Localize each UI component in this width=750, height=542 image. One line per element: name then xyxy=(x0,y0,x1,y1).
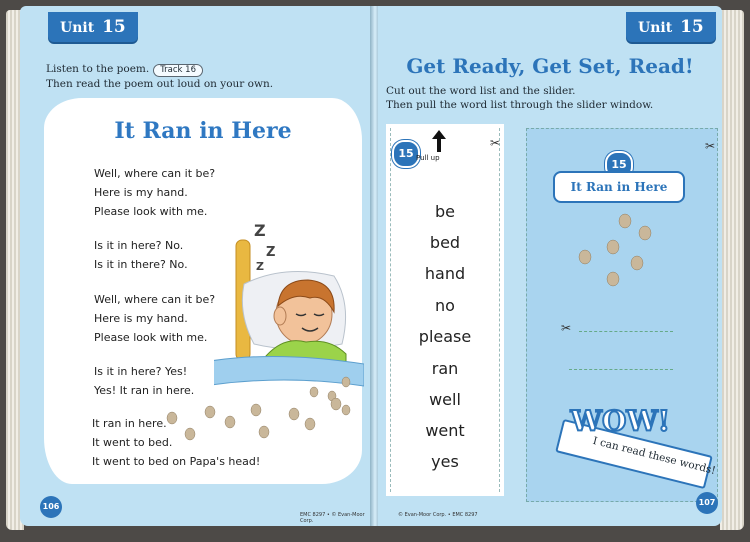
scissors-icon: ✂ xyxy=(705,139,716,153)
scissors-icon: ✂ xyxy=(561,321,572,335)
arrow-up-icon xyxy=(432,130,446,152)
instructions-line2: Then read the poem out loud on your own. xyxy=(46,78,274,90)
poem-line: Please look with me. xyxy=(94,205,208,218)
stanza-3 xyxy=(94,290,215,347)
instructions xyxy=(46,62,273,91)
svg-text:Z: Z xyxy=(266,245,276,260)
wow-text: WOW! xyxy=(570,404,671,438)
cut-line-top xyxy=(579,331,673,332)
cut-line-bottom xyxy=(569,369,673,370)
page-number-right: 107 xyxy=(696,492,718,514)
track-badge: Track 16 xyxy=(153,64,203,77)
paw-prints-icon xyxy=(573,211,663,291)
svg-text:Z: Z xyxy=(256,260,264,273)
poem-line: Yes! It ran in here. xyxy=(94,384,195,397)
right-page xyxy=(378,6,722,526)
activity-title: Get Ready, Get Set, Read! xyxy=(406,54,694,78)
stanza-2 xyxy=(94,236,188,274)
scissors-icon: ✂ xyxy=(490,136,501,150)
word-item: went xyxy=(425,421,465,440)
wow-subtext: I can read these words! xyxy=(591,434,717,478)
unit-tab-right xyxy=(626,12,716,42)
poem-line: Is it in here? No. xyxy=(94,239,184,252)
word-strip xyxy=(386,124,504,496)
poem-line: Well, where can it be? xyxy=(94,167,216,180)
pull-up-label: Pull up xyxy=(416,154,440,162)
poem-line: Is it in there? No. xyxy=(94,258,188,271)
word-item: be xyxy=(435,202,455,221)
poem-line: It went to bed. xyxy=(92,436,173,449)
paw-prints-trail xyxy=(160,398,360,458)
slider-title: It Ran in Here xyxy=(553,171,685,203)
word-item: bed xyxy=(429,233,461,252)
poem-title: It Ran in Here xyxy=(114,118,292,144)
poem-line: It went to bed on Papa's head! xyxy=(92,455,261,468)
word-item: well xyxy=(429,390,461,409)
instructions-line1: Listen to the poem. xyxy=(46,63,150,75)
stanza-1 xyxy=(94,164,215,221)
svg-text:Z: Z xyxy=(254,221,266,240)
wow-banner xyxy=(555,404,717,489)
word-slider xyxy=(526,128,718,502)
poem-line: Here is my hand. xyxy=(94,312,188,325)
unit-tab-left xyxy=(48,12,138,42)
instructions-line1: Cut out the word list and the slider. xyxy=(386,85,576,97)
word-item: ran xyxy=(431,359,459,378)
unit-number: 15 xyxy=(102,17,126,37)
left-page xyxy=(20,6,372,526)
word-item: please xyxy=(418,327,472,346)
page-edge-right xyxy=(720,10,744,530)
poem-line: It ran in here. xyxy=(92,417,167,430)
unit-label: Unit xyxy=(60,20,95,36)
poem-card xyxy=(44,98,362,484)
poem-line: Please look with me. xyxy=(94,331,208,344)
poem-line: Is it in here? Yes! xyxy=(94,365,188,378)
footer-right: © Evan-Moor Corp. • EMC 8297 xyxy=(398,512,478,518)
instructions-line2: Then pull the word list through the slider window. xyxy=(386,99,654,111)
poem-line: Here is my hand. xyxy=(94,186,188,199)
word-item: yes xyxy=(431,452,459,471)
unit-label: Unit xyxy=(638,20,673,36)
instructions xyxy=(386,84,653,112)
slider-unit-badge: 15 xyxy=(605,151,633,179)
footer-left: EMC 8297 • © Evan-Moor Corp. xyxy=(300,512,365,524)
stanza-4 xyxy=(94,362,194,400)
page-number-left: 106 xyxy=(40,496,62,518)
word-item: no xyxy=(435,296,455,315)
poem-line: Well, where can it be? xyxy=(94,293,216,306)
word-item: hand xyxy=(424,264,466,283)
unit-number: 15 xyxy=(680,17,704,37)
strip-unit-badge: 15 xyxy=(392,140,420,168)
